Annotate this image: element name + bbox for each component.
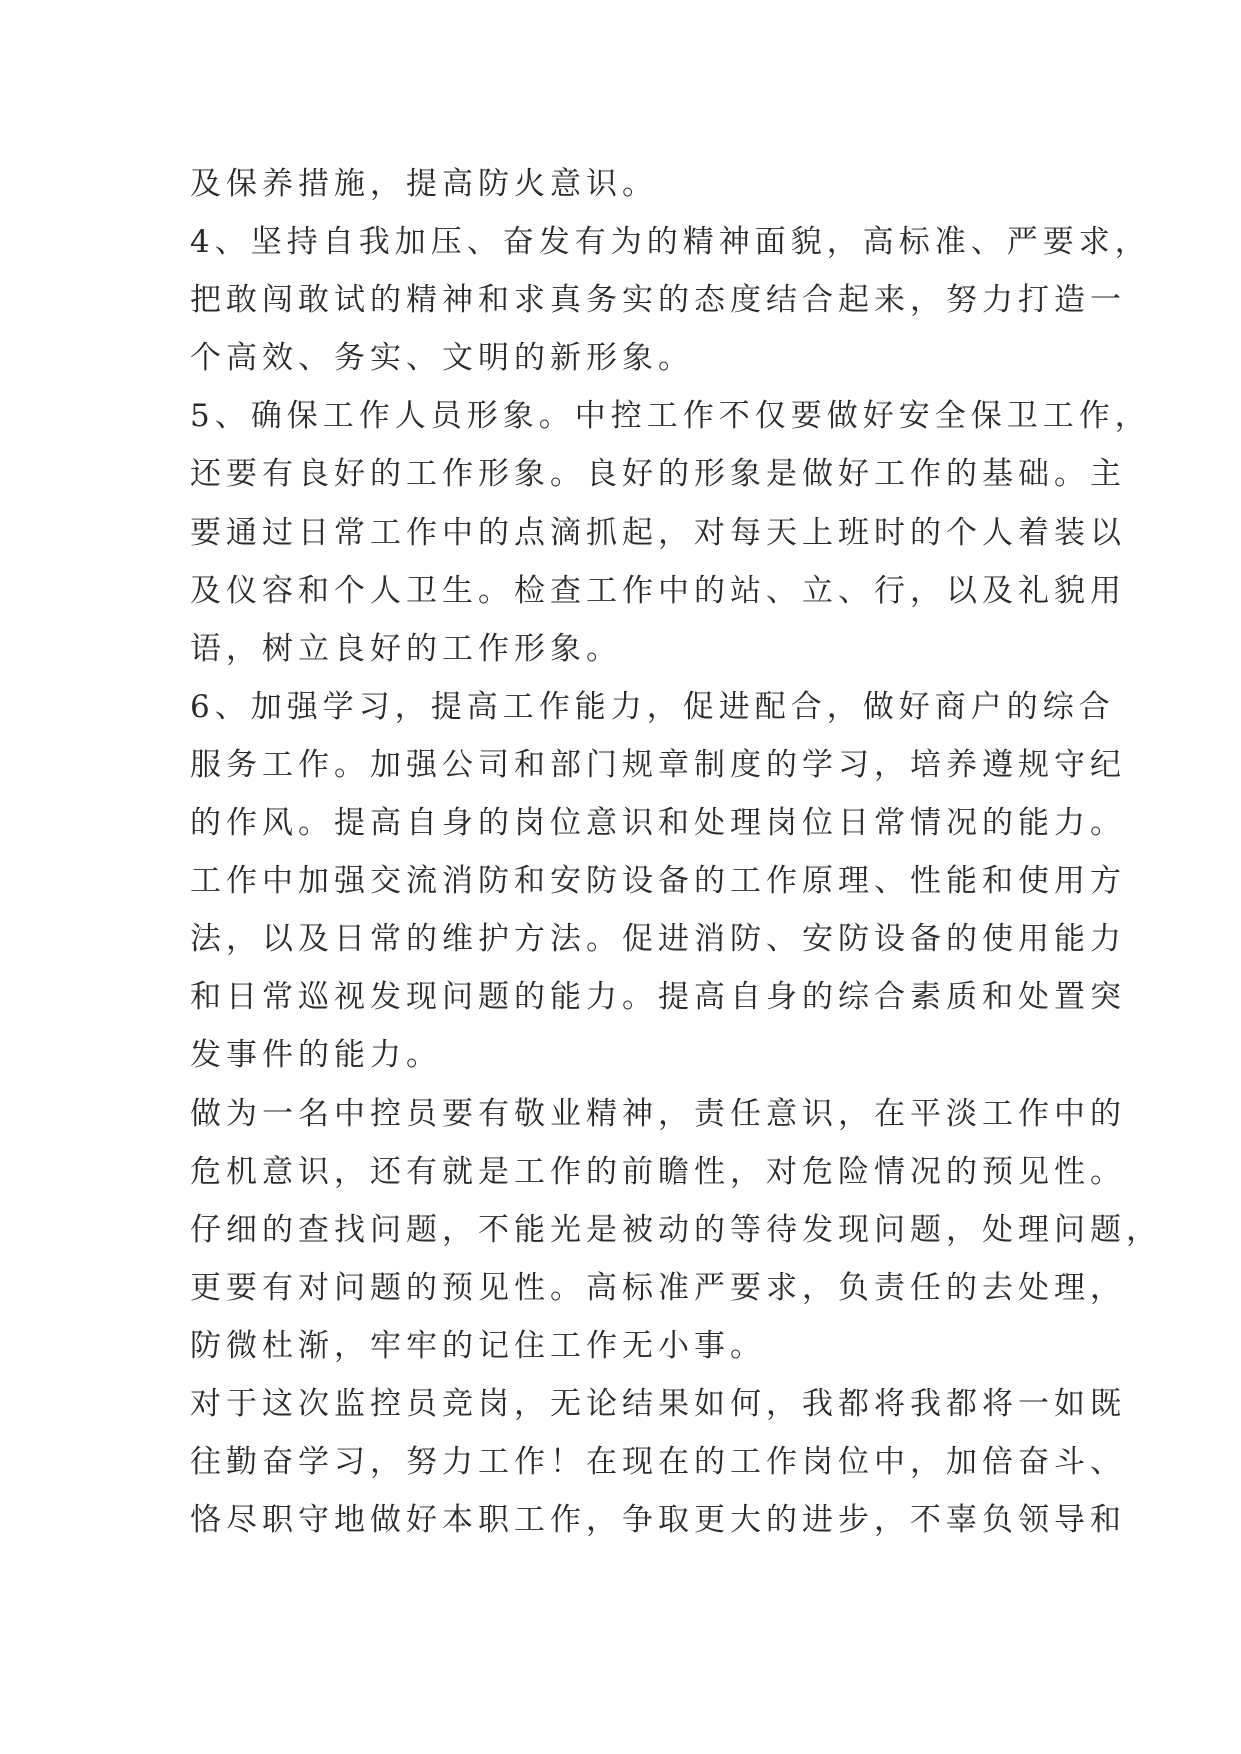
text-line: 4、坚持自我加压、奋发有为的精神面貌，高标准、严要求， bbox=[190, 224, 1151, 261]
text-line: 及保养措施，提高防火意识。 bbox=[190, 166, 658, 202]
text-line: 还要有良好的工作形象。良好的形象是做好工作的基础。主 bbox=[190, 456, 1126, 493]
text-line: 6、加强学习，提高工作能力，促进配合，做好商户的综合 bbox=[190, 688, 1115, 725]
text-line: 和日常巡视发现问题的能力。提高自身的综合素质和处置突 bbox=[190, 979, 1126, 1016]
text-line: 要通过日常工作中的点滴抓起，对每天上班时的个人着装以 bbox=[190, 514, 1126, 551]
text-line: 个高效、务实、文明的新形象。 bbox=[190, 340, 694, 377]
text-line: 服务工作。加强公司和部门规章制度的学习，培养遵规守纪 bbox=[190, 746, 1126, 783]
text-line: 法，以及日常的维护方法。促进消防、安防设备的使用能力 bbox=[190, 921, 1126, 958]
text-line: 仔细的查找问题，不能光是被动的等待发现问题，处理问题， bbox=[190, 1211, 1162, 1248]
text-line: 5、确保工作人员形象。中控工作不仅要做好安全保卫工作， bbox=[190, 398, 1151, 435]
text-line: 的作风。提高自身的岗位意识和处理岗位日常情况的能力。 bbox=[190, 805, 1126, 842]
text-line: 危机意识，还有就是工作的前瞻性，对危险情况的预见性。 bbox=[190, 1153, 1126, 1190]
text-line: 把敢闯敢试的精神和求真务实的态度结合起来，努力打造一 bbox=[190, 282, 1126, 319]
text-line: 对于这次监控员竞岗，无论结果如何，我都将我都将一如既 bbox=[190, 1385, 1126, 1422]
text-line: 工作中加强交流消防和安防设备的工作原理、性能和使用方 bbox=[190, 863, 1126, 900]
text-line: 往勤奋学习，努力工作！在现在的工作岗位中，加倍奋斗、 bbox=[190, 1444, 1126, 1481]
text-line: 恪尽职守地做好本职工作，争取更大的进步，不辜负领导和 bbox=[190, 1502, 1126, 1539]
document-body bbox=[190, 155, 1162, 1549]
text-line: 语，树立良好的工作形象。 bbox=[190, 630, 622, 667]
text-line: 防微杜渐，牢牢的记住工作无小事。 bbox=[190, 1327, 766, 1364]
text-line: 更要有对问题的预见性。高标准严要求，负责任的去处理， bbox=[190, 1269, 1126, 1306]
text-line: 做为一名中控员要有敬业精神，责任意识，在平淡工作中的 bbox=[190, 1095, 1126, 1132]
text-line: 及仪容和个人卫生。检查工作中的站、立、行，以及礼貌用 bbox=[190, 572, 1126, 609]
text-line: 发事件的能力。 bbox=[190, 1037, 442, 1074]
